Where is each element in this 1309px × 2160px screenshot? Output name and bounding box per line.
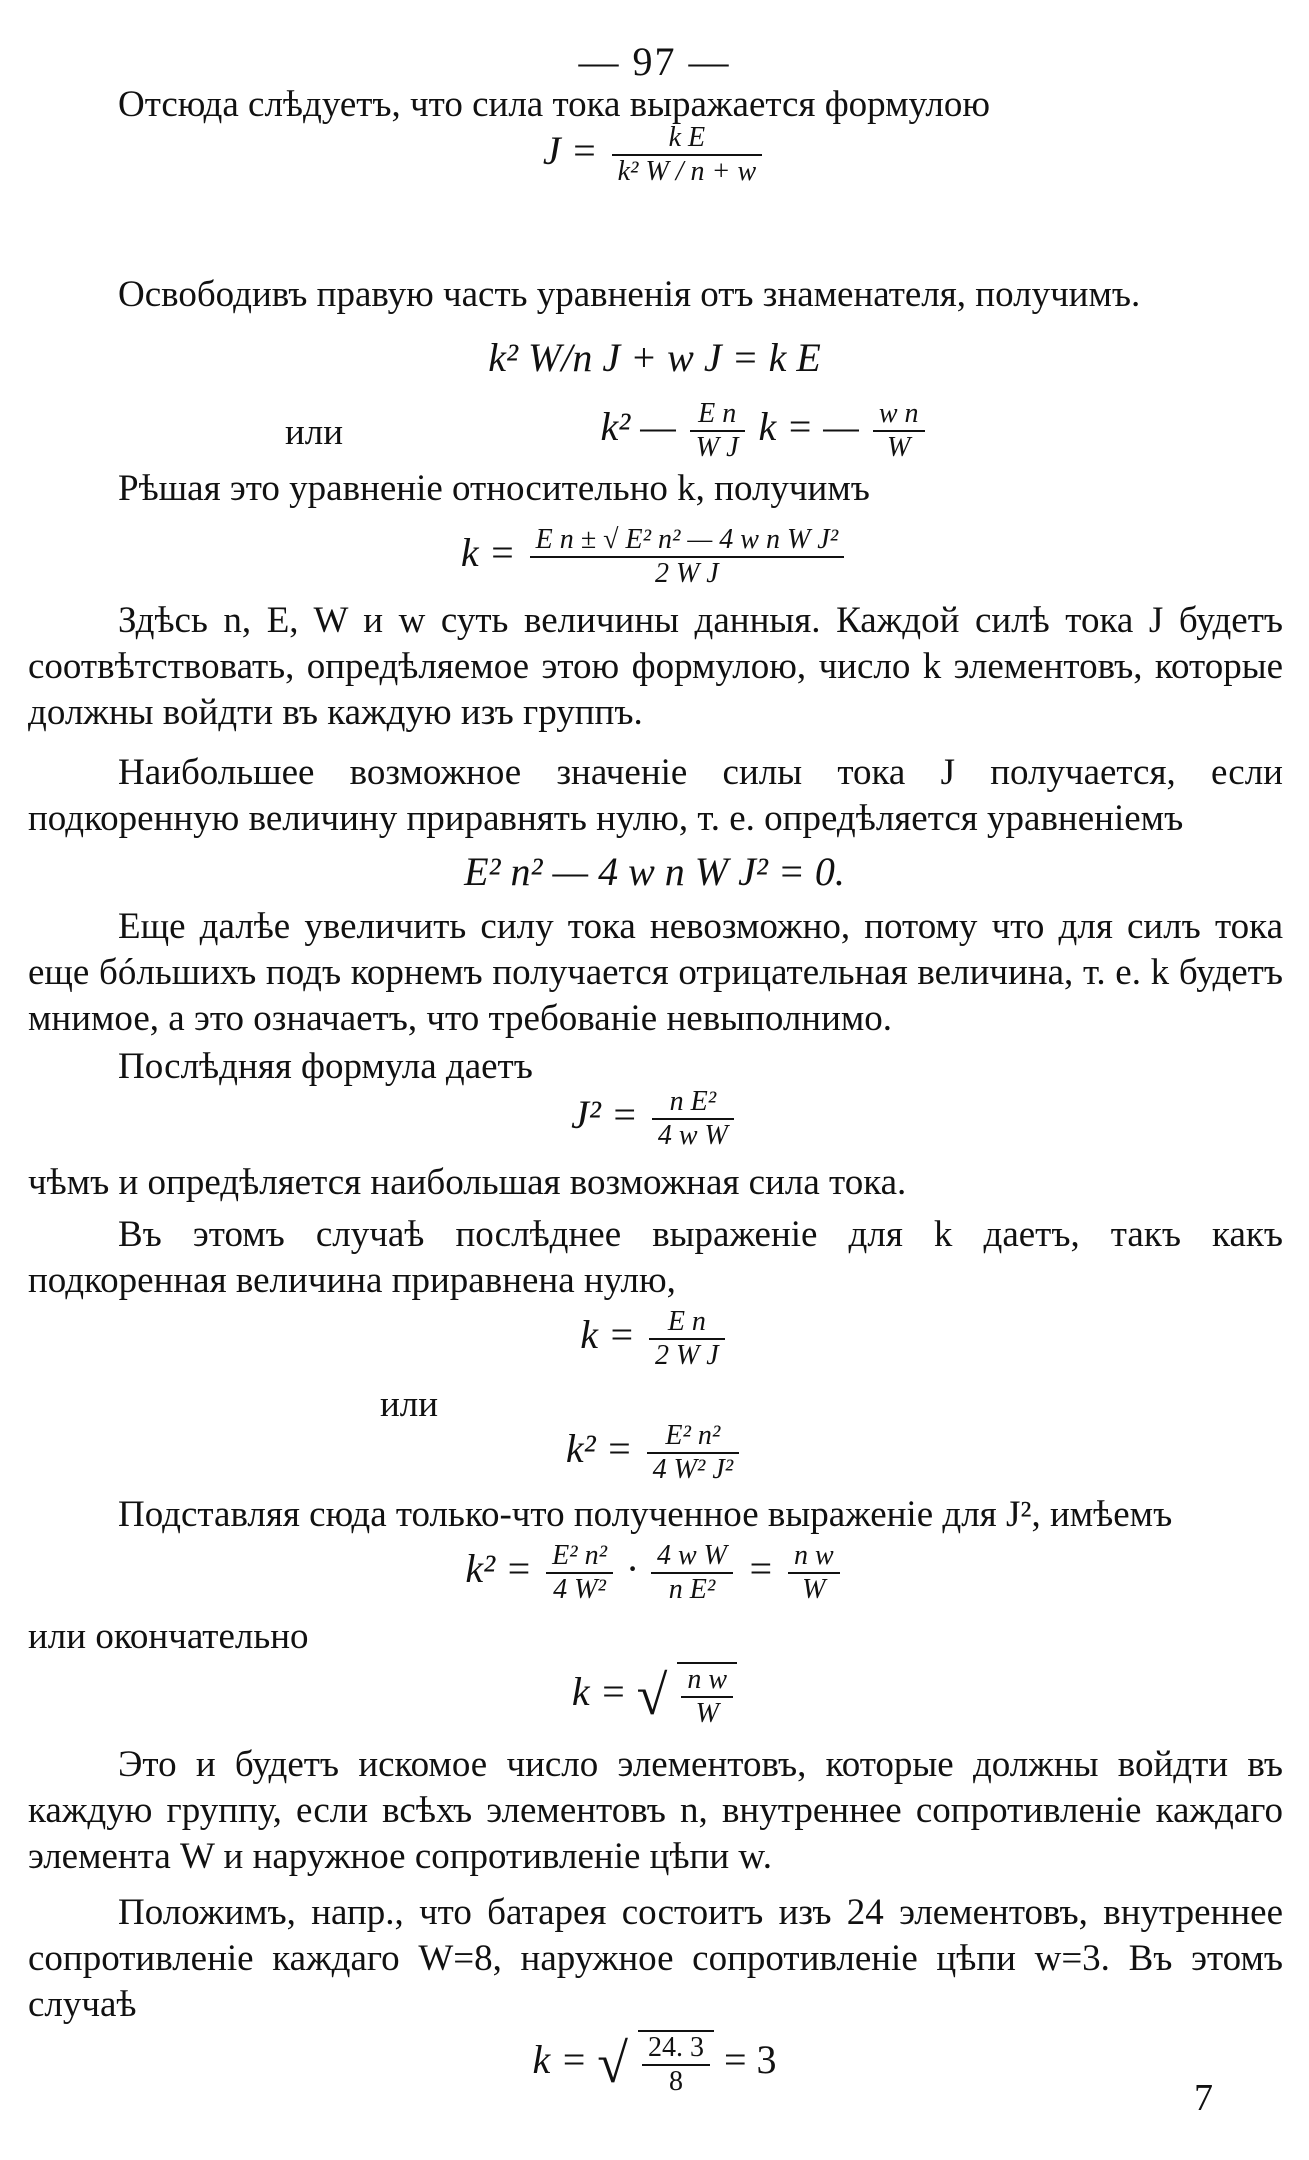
eq7-lhs: k = (580, 1312, 635, 1358)
eq6-lhs: J² = (571, 1092, 638, 1138)
paragraph-12: Подставляя сюда только-что полученное выраженіе для J², имѣемъ (118, 1494, 1173, 1535)
eq1-denominator: k² W / n + w (617, 156, 757, 187)
eq8-denominator: 4 W² J² (652, 1454, 734, 1485)
equation-7 (0, 1306, 1309, 1372)
equation-5: E² n² — 4 w n W J² = 0. (464, 849, 845, 894)
eq11-numerator: 24. 3 (642, 2032, 710, 2066)
page-number: — 97 — (578, 39, 731, 84)
eq9-fraction-1 (546, 1540, 613, 1606)
eq7-numerator: E n (649, 1306, 725, 1340)
paragraph-7: Еще далѣе увеличить силу тока невозможно, потому что для силъ тока еще бóльшихъ подъ корнемъ получается отрицательная величина, т. е. k будетъ мнимое, а это означаетъ, что требованіе невыполнимо. (28, 906, 1283, 1039)
eq1-fraction (612, 122, 763, 188)
eq9-denominator-2: n E² (668, 1574, 716, 1605)
eq10-sqrt (637, 1662, 737, 1730)
eq1-numerator: k E (612, 122, 763, 156)
eq3-fraction-2 (873, 398, 925, 464)
paragraph-ili-2: или (380, 1384, 439, 1425)
eq9-lhs: k² = (465, 1546, 533, 1592)
paragraph-14: Это и будетъ искомое число элементовъ, которые должны войдти въ каждую группу, если всѣхъ элементовъ n, внутреннее сопротивленіе каждаго элемента W и наружное сопротивленіе цѣпи w. (28, 1744, 1283, 1877)
radical-icon: √ (636, 1665, 668, 1727)
equation-9 (0, 1540, 1309, 1606)
paragraph-ili-1: или (285, 412, 344, 453)
eq9-fraction-3 (788, 1540, 840, 1606)
paragraph-8: Послѣдняя формула даетъ (118, 1046, 533, 1087)
paragraph-6: Наибольшее возможное значеніе силы тока J получается, если подкоренную величину приравнять нулю, т. е. опредѣляется уравненіемъ (28, 752, 1283, 839)
eq7-fraction (649, 1306, 725, 1372)
paragraph-1: Отсюда слѣдуетъ, что сила тока выражается формулою (118, 84, 991, 125)
equation-11 (0, 2030, 1309, 2098)
eq4-numerator: E n ± √ E² n² — 4 w n W J² (530, 524, 844, 558)
eq1-lhs: J = (542, 128, 598, 174)
eq3-numerator-2: w n (873, 398, 925, 432)
equation-8 (0, 1420, 1309, 1486)
equation-3 (110, 398, 1309, 464)
eq3-fraction-1 (690, 398, 745, 464)
eq11-denominator: 8 (668, 2066, 683, 2097)
eq8-numerator: E² n² (647, 1420, 740, 1454)
eq3-lhs: k² — (600, 404, 676, 450)
eq4-lhs: k = (460, 530, 516, 576)
eq4-fraction (530, 524, 844, 590)
signature-mark: 7 (1194, 2077, 1213, 2119)
paragraph-15: Положимъ, напр., что батарея состоитъ изъ 24 элементовъ, внутреннее сопротивленіе каждаго W=8, наружное сопротивленіе цѣпи w=3. Въ этомъ случаѣ (28, 1892, 1283, 2025)
equation-10 (0, 1662, 1309, 1730)
paragraph-9: чѣмъ и опредѣляется наибольшая возможная сила тока. (28, 1162, 907, 1203)
eq9-equals: = (746, 1546, 774, 1592)
eq11-sqrt (597, 2030, 714, 2098)
eq6-denominator: 4 w W (657, 1120, 728, 1151)
eq8-fraction (647, 1420, 740, 1486)
eq10-numerator: n w (681, 1664, 733, 1698)
equation-1 (0, 122, 1309, 188)
equation-4 (0, 524, 1309, 590)
eq3-denominator-2: W (887, 432, 911, 463)
eq9-numerator-1: E² n² (546, 1540, 613, 1574)
eq9-dot: · (626, 1546, 637, 1592)
paragraph-4: Рѣшая это уравненіе относительно k, получимъ (118, 468, 870, 509)
eq6-numerator: n E² (652, 1086, 734, 1120)
equation-6 (0, 1086, 1309, 1152)
eq10-denominator: W (695, 1698, 719, 1729)
equation-2: k² W/n J + w J = k E (488, 335, 821, 380)
eq3-numerator-1: E n (690, 398, 745, 432)
eq11-fraction (642, 2032, 710, 2098)
eq6-fraction (652, 1086, 734, 1152)
eq7-denominator: 2 W J (654, 1340, 719, 1371)
eq3-mid: k = — (758, 404, 859, 450)
eq11-lhs: k = (532, 2037, 588, 2083)
paragraph-13: или окончательно (28, 1616, 309, 1657)
eq9-denominator-3: W (802, 1574, 826, 1605)
eq3-denominator-1: W J (695, 432, 739, 463)
eq11-rhs: = 3 (723, 2037, 777, 2083)
eq9-fraction-2 (651, 1540, 733, 1606)
eq9-numerator-2: 4 w W (651, 1540, 733, 1574)
eq8-lhs: k² = (565, 1426, 633, 1472)
radical-icon: √ (597, 2033, 628, 2095)
eq10-lhs: k = (571, 1669, 627, 1715)
paragraph-10: Въ этомъ случаѣ послѣднее выраженіе для k даетъ, такъ какъ подкоренная величина приравнена нулю, (28, 1214, 1283, 1301)
paragraph-5: Здѣсь n, E, W и w суть величины данныя. Каждой силѣ тока J будетъ соотвѣтствовать, опредѣляемое этою формулою, число k элементовъ, которые должны войдти въ каждую изъ группъ. (28, 600, 1283, 733)
eq4-denominator: 2 W J (654, 558, 719, 589)
paragraph-2: Освободивъ правую часть уравненія отъ знаменателя, получимъ. (118, 274, 1141, 315)
eq9-numerator-3: n w (788, 1540, 840, 1574)
eq10-fraction (681, 1664, 733, 1730)
eq9-denominator-1: 4 W² (553, 1574, 606, 1605)
